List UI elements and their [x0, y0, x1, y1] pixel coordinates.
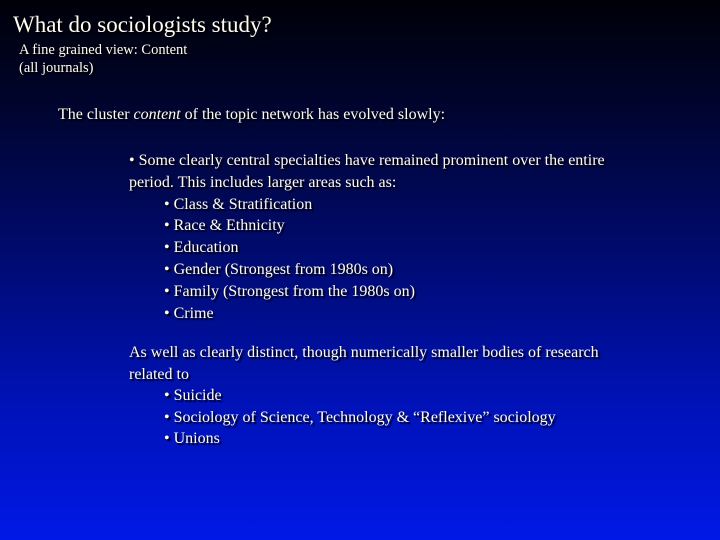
- paragraph-line: related to: [129, 365, 189, 383]
- list-item-text: Suicide: [173, 387, 222, 405]
- intro-text: The cluster: [58, 106, 134, 123]
- intro-text: of the topic network has evolved slowly:: [180, 106, 446, 123]
- slide-title: What do sociologists study?: [13, 12, 272, 37]
- intro-sentence: [58, 105, 445, 125]
- subtitle-line: (all journals): [19, 60, 94, 76]
- intro-emphasis: content: [133, 106, 181, 123]
- paragraph-line: As well as clearly distinct, though numerically smaller bodies of research: [129, 344, 599, 361]
- paragraph-line: period. This includes larger areas such as:: [129, 173, 397, 191]
- central-specialties-block: [129, 150, 689, 324]
- list-item: • Family (Strongest from the 1980s on): [164, 282, 415, 300]
- list-item: • Gender (Strongest from 1980s on): [164, 260, 394, 278]
- list-item: [129, 385, 689, 407]
- list-item-text: Sociology of Science, Technology & “Reflexive” sociology: [173, 408, 556, 426]
- slide-subtitle: [19, 41, 187, 77]
- list-item: [129, 428, 689, 450]
- list-item: • Education: [164, 239, 239, 257]
- bullet: •: [164, 408, 170, 426]
- smaller-bodies-block: [129, 342, 689, 450]
- paragraph-line: • Some clearly central specialties have remained prominent over the entire: [129, 152, 605, 169]
- list-item-text: Unions: [173, 430, 220, 448]
- bullet: •: [164, 387, 170, 405]
- bullet: •: [164, 430, 170, 448]
- list-item: • Class & Stratification: [164, 195, 313, 213]
- list-item: • Race & Ethnicity: [164, 217, 285, 235]
- list-item: • Crime: [164, 304, 214, 322]
- subtitle-line: A fine grained view: Content: [19, 42, 188, 58]
- list-item: [129, 407, 689, 429]
